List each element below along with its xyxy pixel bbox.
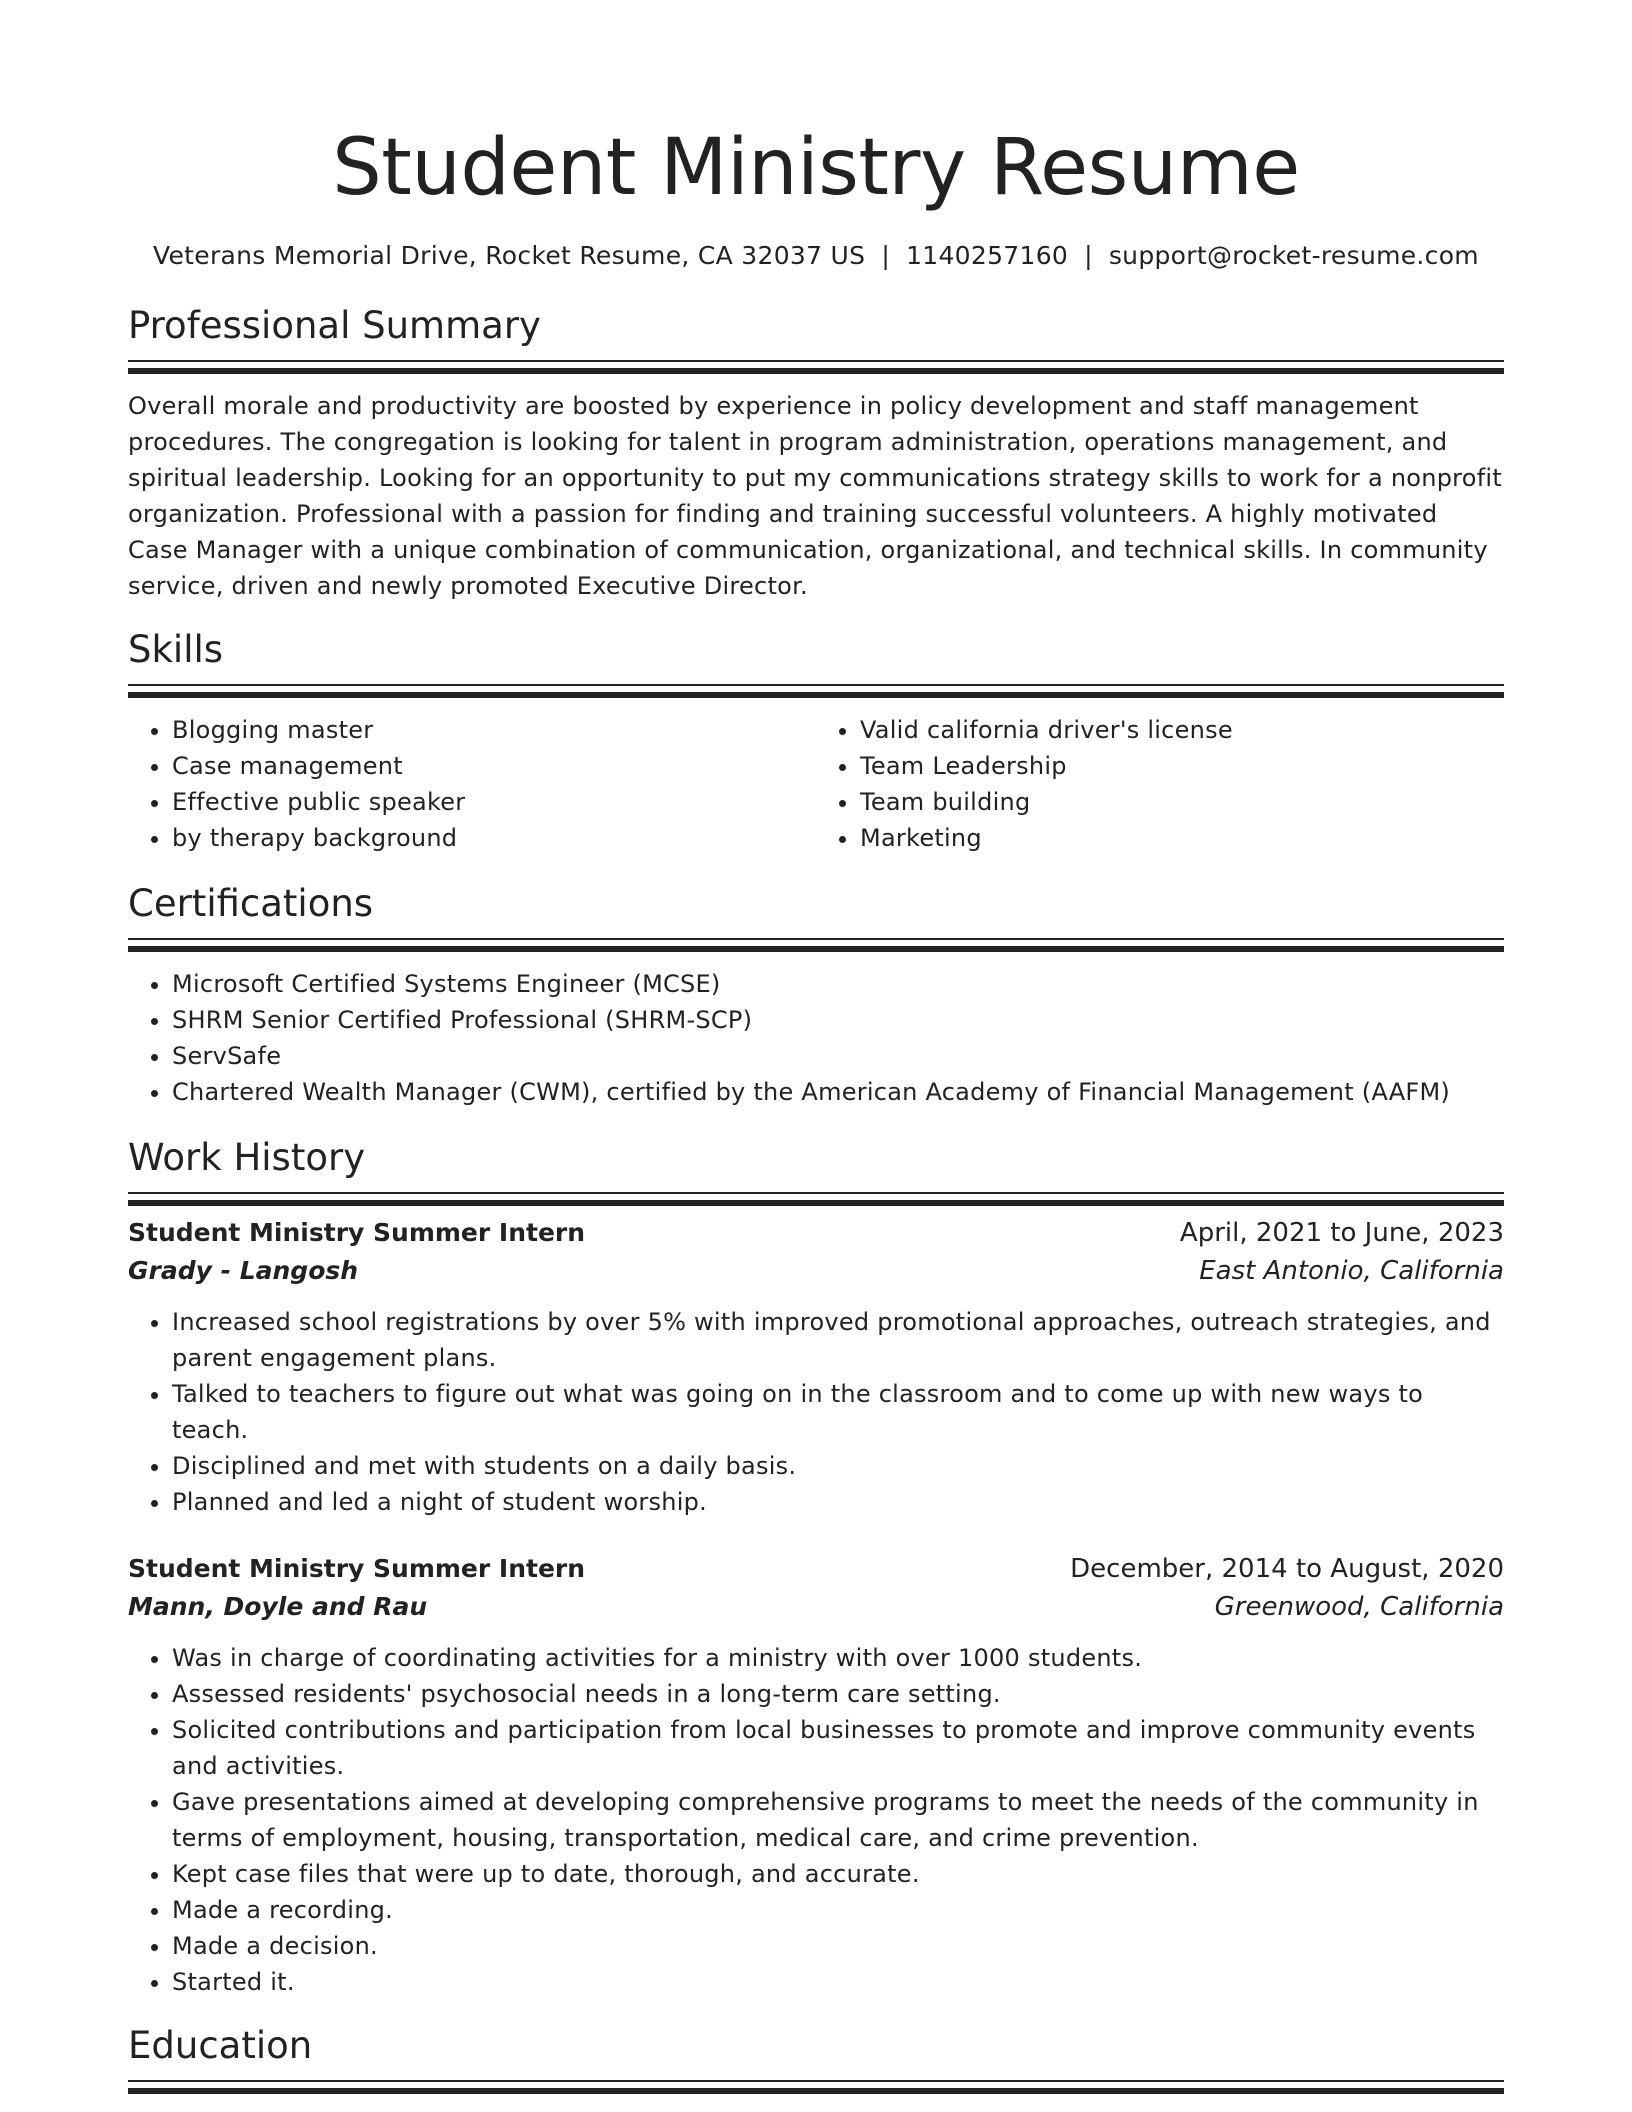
job-bullets [128,1640,1504,2000]
job-entry [128,1550,1504,2000]
section-divider [128,1192,1504,1194]
contact-email: support@rocket-resume.com [1108,241,1479,270]
section-divider [128,2080,1504,2082]
education-heading: Education [128,2024,313,2067]
skill-item: • Team Leadership [860,748,1504,784]
job-dates: December, 2014 to August, 2020 [1070,1554,1504,1584]
job-location: East Antonio, California [1199,1256,1504,1286]
skills-list [128,712,1504,856]
certifications-section [128,880,1504,1110]
work-heading: Work History [128,1136,366,1179]
job-location: Greenwood, California [1214,1592,1504,1622]
job-title: Student Ministry Summer Intern [128,1218,586,1247]
job-bullet: • Increased school registrations by over 5% with improved promotional approaches, outreach strategies, and parent engagement plans. [172,1304,1504,1376]
job-header-row [128,1550,1504,1588]
job-bullet: • Assessed residents' psychosocial needs in a long-term care setting. [172,1676,1504,1712]
work-section [128,1134,1504,2000]
job-bullets [128,1304,1504,1520]
skill-item: • Marketing [860,820,1504,856]
certification-item: • ServSafe [172,1038,1504,1074]
contact-line [128,238,1504,274]
skill-item: • Valid california driver's license [860,712,1504,748]
skills-column-right [816,712,1504,856]
resume-page [128,0,1504,2082]
certification-item: • SHRM Senior Certified Professional (SHRM-SCP) [172,1002,1504,1038]
section-divider [128,938,1504,940]
skills-section [128,626,1504,856]
job-title: Student Ministry Summer Intern [128,1554,586,1583]
contact-separator: | [881,241,891,270]
summary-heading: Professional Summary [128,304,541,347]
skill-item: • Effective public speaker [172,784,816,820]
certification-item: • Chartered Wealth Manager (CWM), certified by the American Academy of Financial Management (AAFM) [172,1074,1504,1110]
section-divider [128,360,1504,362]
job-bullet: • Made a decision. [172,1928,1504,1964]
section-divider [128,684,1504,686]
contact-phone: 1140257160 [906,241,1069,270]
resume-title: Student Ministry Resume [332,123,1300,213]
certifications-list [128,966,1504,1110]
job-bullet: • Gave presentations aimed at developing comprehensive programs to meet the needs of the community in terms of employment, housing, transportation, medical care, and crime prevention. [172,1784,1504,1856]
job-bullet: • Made a recording. [172,1892,1504,1928]
job-company: Mann, Doyle and Rau [128,1592,428,1621]
certification-item: • Microsoft Certified Systems Engineer (MCSE) [172,966,1504,1002]
job-bullet: • Was in charge of coordinating activities for a ministry with over 1000 students. [172,1640,1504,1676]
job-entry [128,1214,1504,1520]
summary-text: Overall morale and productivity are boosted by experience in policy development and staff management procedures. The congregation is looking for talent in program administration, operations management, and spiritual leadership. Looking for an opportunity to put my communications strategy skills to work for a nonprofit organization. Professional with a passion for finding and training successful volunteers. A highly motivated Case Manager with a unique combination of communication, organizational, and technical skills. In community service, driven and newly promoted Executive Director. [128,392,1502,600]
skill-item: • Blogging master [172,712,816,748]
skill-item: • by therapy background [172,820,816,856]
certifications-heading: Certifications [128,882,374,925]
job-header-row [128,1214,1504,1252]
education-section [128,2022,1504,2082]
job-company: Grady - Langosh [128,1256,359,1285]
job-bullet: • Solicited contributions and participation from local businesses to promote and improve community events and activities. [172,1712,1504,1784]
skills-heading: Skills [128,628,224,671]
contact-address: Veterans Memorial Drive, Rocket Resume, CA 32037 US [153,241,866,270]
contact-separator: | [1084,241,1093,270]
job-bullet: • Kept case files that were up to date, thorough, and accurate. [172,1856,1504,1892]
job-subheader-row [128,1588,1504,1626]
job-bullet: • Disciplined and met with students on a daily basis. [172,1448,1504,1484]
job-bullet: • Talked to teachers to figure out what was going on in the classroom and to come up with new ways to teach. [172,1376,1504,1448]
skills-column-left [128,712,816,856]
job-subheader-row [128,1252,1504,1290]
job-dates: April, 2021 to June, 2023 [1179,1218,1504,1248]
job-bullet: • Planned and led a night of student worship. [172,1484,1504,1520]
skill-item: • Case management [172,748,816,784]
job-bullet: • Started it. [172,1964,1504,2000]
summary-section [128,302,1504,604]
skill-item: • Team building [860,784,1504,820]
